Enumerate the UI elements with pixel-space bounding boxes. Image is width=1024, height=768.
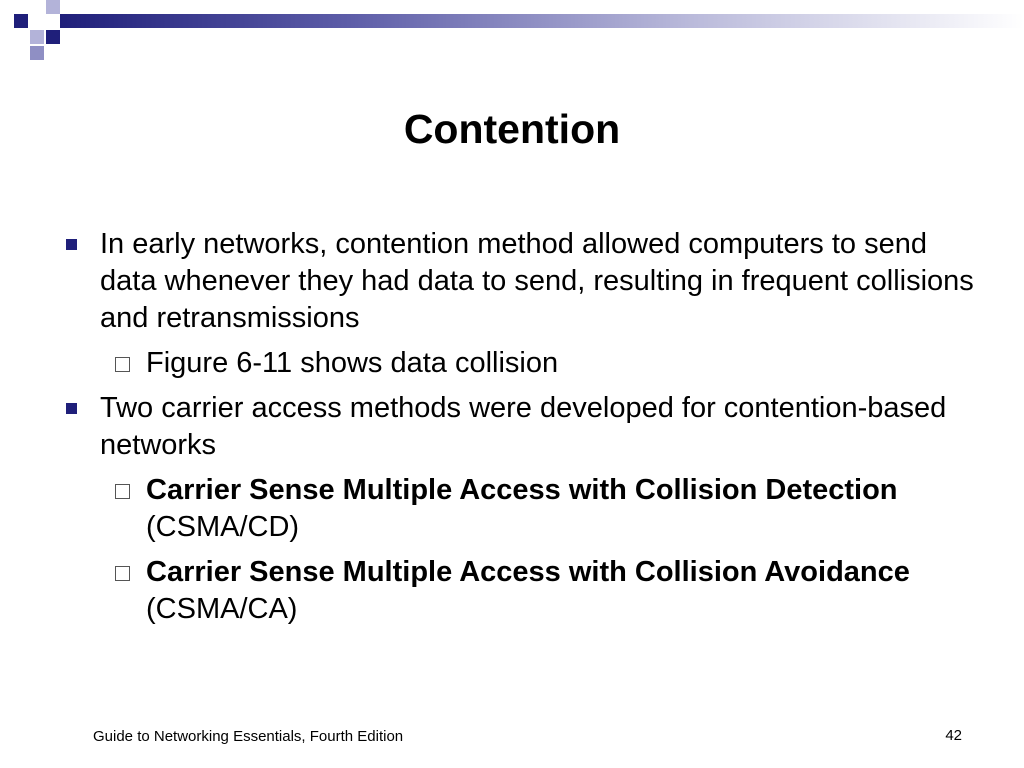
sub-bullet-item: [60, 554, 980, 628]
square-bullet-icon: [66, 239, 77, 250]
bullet-text: Two carrier access methods were developed for contention-based networks: [100, 392, 947, 461]
sub-bullet-text: (CSMA/CD): [146, 511, 300, 543]
bullet-item: [60, 226, 980, 337]
header-square-1: [14, 14, 28, 28]
footer-book-title: Guide to Networking Essentials, Fourth Edition: [93, 728, 404, 745]
hollow-square-bullet-icon: [115, 566, 130, 581]
slide-content: [60, 226, 980, 636]
header-square-3: [30, 30, 44, 44]
sub-bullet-text: (CSMA/CA): [146, 593, 298, 625]
header-square-2: [46, 0, 60, 14]
sub-bullet-text: Figure 6-11 shows data collision: [146, 347, 559, 379]
hollow-square-bullet-icon: [115, 357, 130, 372]
hollow-square-bullet-icon: [115, 484, 130, 499]
sub-bullet-item: [60, 472, 980, 546]
header-square-5: [30, 46, 44, 60]
bullet-text: In early networks, contention method allowed computers to send data whenever they had data to send, resulting in frequent collisions and retransmissions: [100, 228, 974, 334]
bullet-item: [60, 390, 980, 464]
sub-bullet-bold-text: Carrier Sense Multiple Access with Collision Detection: [146, 474, 898, 506]
square-bullet-icon: [66, 403, 77, 414]
sub-bullet-bold-text: Carrier Sense Multiple Access with Collision Avoidance: [146, 556, 910, 588]
footer-page-number: 42: [945, 727, 962, 744]
sub-bullet-item: [60, 345, 980, 382]
header-square-4: [46, 30, 60, 44]
header-decoration: [0, 0, 1024, 62]
header-gradient-bar: [60, 14, 1024, 28]
slide-title: Contention: [403, 106, 621, 152]
